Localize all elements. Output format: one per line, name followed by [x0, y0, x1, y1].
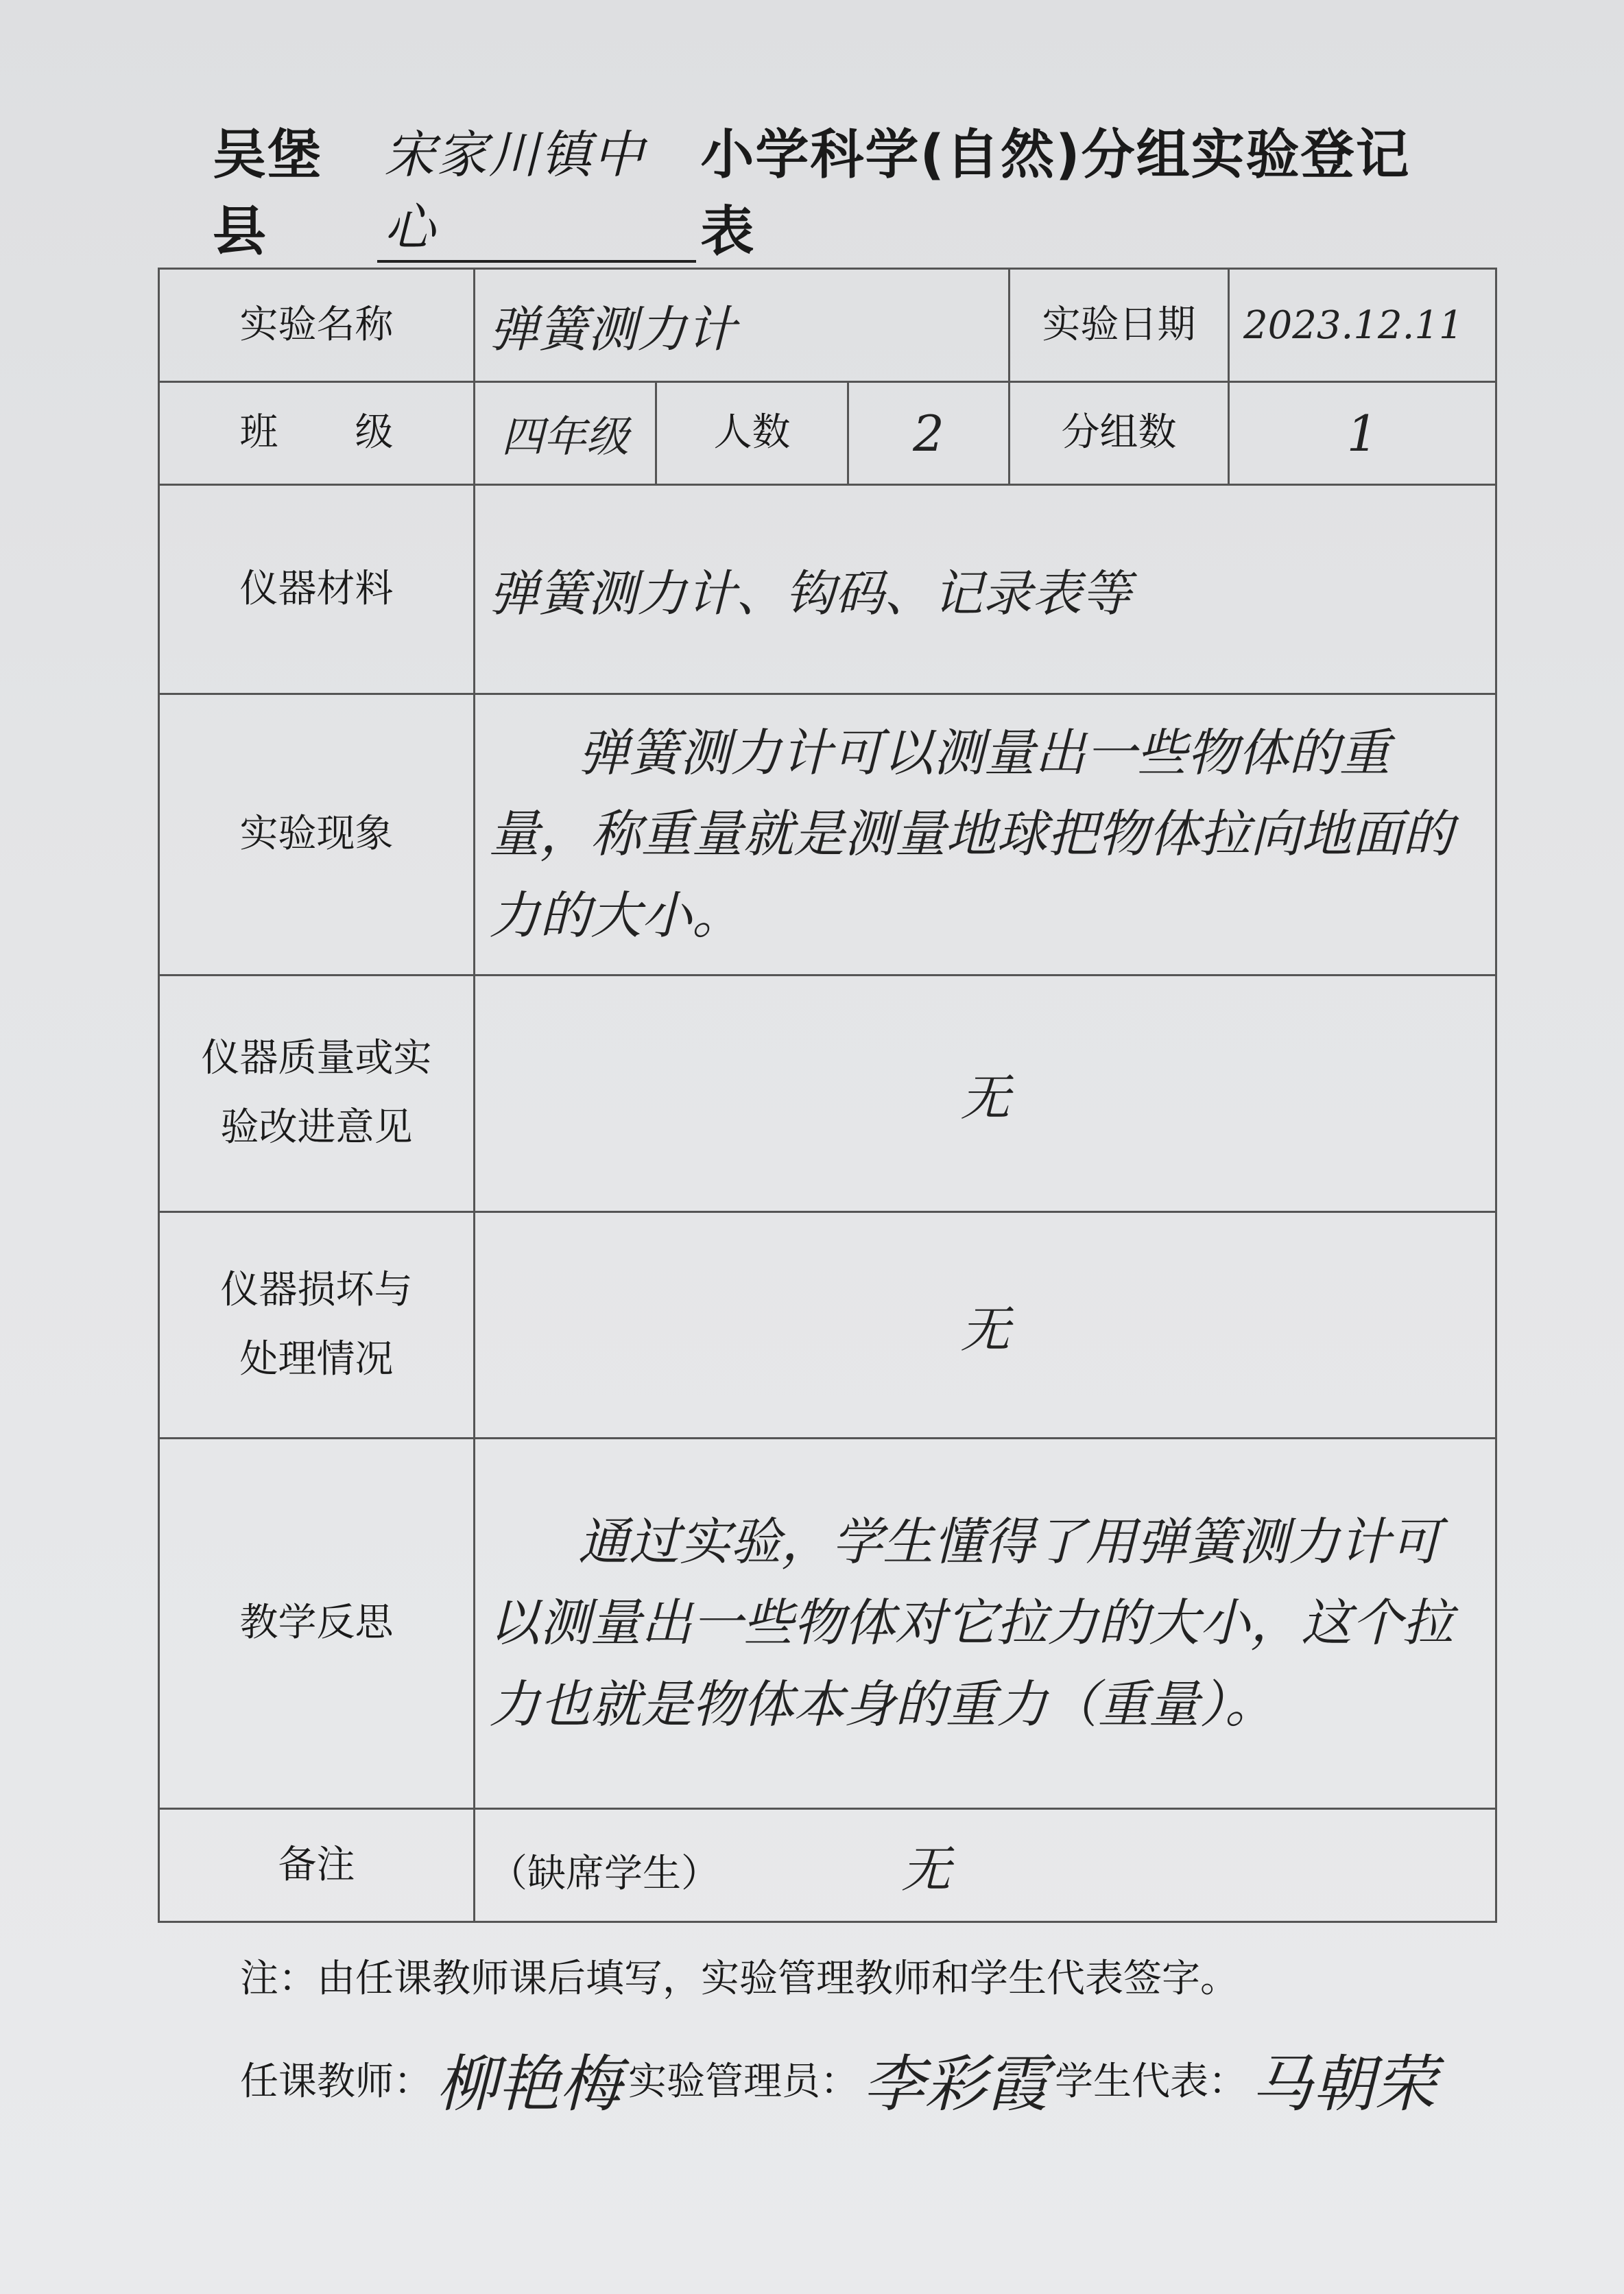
experiment-date-label: 实验日期 [1010, 269, 1229, 382]
damage-label [159, 1212, 475, 1439]
title-school-handwritten: 宋家川镇中心 [377, 115, 696, 263]
quality-label-line-1: 仪器质量或实 [201, 1036, 432, 1081]
class-label: 班 级 [159, 382, 475, 485]
phenomenon-value: 弹簧测力计可以测量出一些物体的重量，称重量就是测量地球把物体拉向地面的力的大小。 [475, 694, 1496, 975]
materials-label: 仪器材料 [159, 485, 475, 694]
materials-value: 弹簧测力计、钩码、记录表等 [475, 485, 1496, 694]
experiment-name-value: 弹簧测力计 [475, 269, 1010, 382]
experiment-name-label: 实验名称 [159, 269, 475, 382]
groups-label: 分组数 [1010, 382, 1229, 485]
row-phenomenon [159, 694, 1496, 975]
row-reflection [159, 1439, 1496, 1809]
row-experiment-name [159, 269, 1496, 382]
people-label: 人数 [656, 382, 848, 485]
remarks-cell [475, 1809, 1496, 1922]
damage-value: 无 [475, 1212, 1496, 1439]
row-remarks [159, 1809, 1496, 1922]
groups-value: 1 [1229, 382, 1496, 485]
teacher-label: 任课教师： [240, 2059, 432, 2104]
signature-line [240, 2031, 1605, 2127]
remarks-prefix: （缺席学生） [489, 1852, 719, 1896]
teacher-signature: 柳艳梅 [436, 2048, 621, 2120]
student-label: 学生代表： [1055, 2059, 1247, 2104]
manager-label: 实验管理员： [628, 2059, 859, 2104]
registration-form-table [158, 268, 1497, 1923]
class-value: 四年级 [475, 382, 656, 485]
page-title [213, 124, 1447, 263]
row-damage [159, 1212, 1496, 1439]
row-materials [159, 485, 1496, 694]
people-value: 2 [848, 382, 1010, 485]
student-signature: 马朝荣 [1251, 2048, 1436, 2120]
row-class [159, 382, 1496, 485]
phenomenon-label: 实验现象 [159, 694, 475, 975]
manager-signature: 李彩霞 [863, 2048, 1048, 2120]
reflection-value: 通过实验，学生懂得了用弹簧测力计可以测量出一些物体对它拉力的大小，这个拉力也就是物体本身的重力（重量）。 [475, 1439, 1496, 1809]
remarks-value: 无 [901, 1841, 951, 1898]
damage-label-line-1: 仪器损坏与 [220, 1267, 413, 1312]
title-prefix: 吴堡县 [213, 124, 323, 263]
quality-label-line-2: 验改进意见 [220, 1105, 413, 1150]
quality-label [159, 975, 475, 1212]
footnote: 注：由任课教师课后填写，实验管理教师和学生代表签字。 [240, 1956, 1239, 2001]
reflection-label: 教学反思 [159, 1439, 475, 1809]
remarks-label: 备注 [159, 1809, 475, 1922]
quality-value: 无 [475, 975, 1496, 1212]
row-quality [159, 975, 1496, 1212]
experiment-date-value: 2023.12.11 [1229, 269, 1496, 382]
title-suffix: 小学科学(自然)分组实验登记表 [700, 124, 1411, 263]
damage-label-line-2: 处理情况 [239, 1336, 394, 1382]
